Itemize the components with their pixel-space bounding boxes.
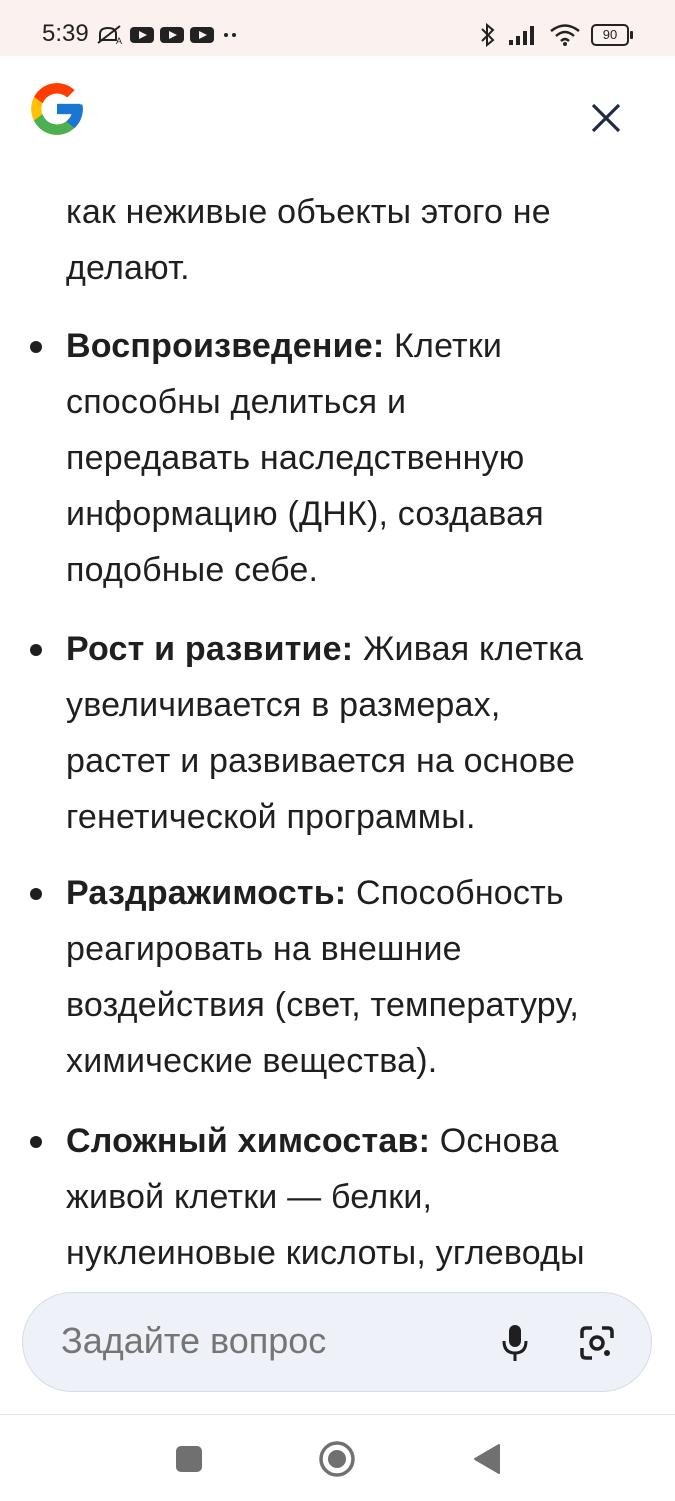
answer-content[interactable]	[0, 166, 675, 1280]
notification-icons	[96, 20, 240, 50]
square-recents-icon	[175, 1445, 203, 1473]
more-dots-icon	[220, 30, 240, 40]
signal-icon	[507, 24, 539, 46]
list-item-title-line	[66, 1113, 559, 1169]
list-item-title: Сложный химсостав:	[66, 1122, 431, 1160]
microphone-icon	[500, 1323, 530, 1363]
status-bar	[0, 0, 675, 56]
google-lens-icon	[578, 1324, 616, 1362]
bluetooth-icon	[479, 22, 497, 48]
list-item-text: реагировать на внешние	[66, 930, 462, 968]
close-button[interactable]	[580, 92, 632, 144]
youtube-icon	[190, 26, 214, 44]
list-item-text: Живая клетка	[353, 630, 584, 668]
bullet-dot	[30, 341, 42, 353]
list-item-text: растет и развивается на основе	[66, 742, 576, 780]
recents-button[interactable]	[167, 1437, 211, 1481]
list-item-text: передавать наследственную	[66, 439, 525, 477]
home-button[interactable]	[315, 1437, 359, 1481]
list-item-text: Основа	[430, 1122, 559, 1160]
list-item-text: Способность	[346, 874, 564, 912]
ask-question-bar[interactable]	[22, 1292, 652, 1392]
status-time: 5:39	[42, 20, 89, 47]
battery-level: 90	[602, 27, 618, 42]
list-item-text: Клетки	[384, 327, 503, 365]
list-item-title: Воспроизведение:	[66, 327, 385, 365]
list-item-title: Рост и развитие:	[66, 630, 354, 668]
bullet-dot	[30, 1136, 42, 1148]
list-item-title: Раздражимость:	[66, 874, 347, 912]
app-header	[0, 56, 675, 166]
youtube-icon	[130, 26, 154, 44]
list-item-text: воздействия (свет, температуру,	[66, 986, 579, 1024]
system-icons	[479, 18, 629, 52]
battery-icon	[591, 24, 629, 46]
ask-question-input[interactable]	[59, 1319, 443, 1363]
list-item-text: нуклеиновые кислоты, углеводы	[66, 1234, 585, 1272]
list-item-text: информацию (ДНК), создавая	[66, 495, 544, 533]
dnd-off-icon	[96, 24, 124, 46]
wifi-icon	[549, 23, 581, 47]
intro-text-line: как неживые объекты этого не	[66, 193, 551, 231]
list-item-text: увеличивается в размерах,	[66, 686, 501, 724]
back-button[interactable]	[464, 1437, 508, 1481]
list-item-text: генетической программы.	[66, 798, 476, 836]
bullet-dot	[30, 888, 42, 900]
close-icon	[590, 102, 622, 134]
svg-text:A: A	[116, 36, 123, 46]
list-item-text: живой клетки — белки,	[66, 1178, 433, 1216]
system-navigation-bar	[0, 1414, 675, 1501]
list-item-title-line	[66, 621, 583, 677]
list-item-title-line	[66, 865, 564, 921]
list-item-text: химические вещества).	[66, 1042, 438, 1080]
list-item-text: способны делиться и	[66, 383, 407, 421]
youtube-icon	[160, 26, 184, 44]
list-item-title-line	[66, 318, 502, 374]
bullet-dot	[30, 644, 42, 656]
voice-search-button[interactable]	[493, 1321, 537, 1365]
circle-home-icon	[318, 1440, 356, 1478]
google-lens-button[interactable]	[575, 1321, 619, 1365]
google-g-icon[interactable]	[26, 78, 88, 145]
triangle-back-icon	[471, 1443, 501, 1475]
intro-text-line: делают.	[66, 249, 190, 287]
list-item-text: подобные себе.	[66, 551, 319, 589]
